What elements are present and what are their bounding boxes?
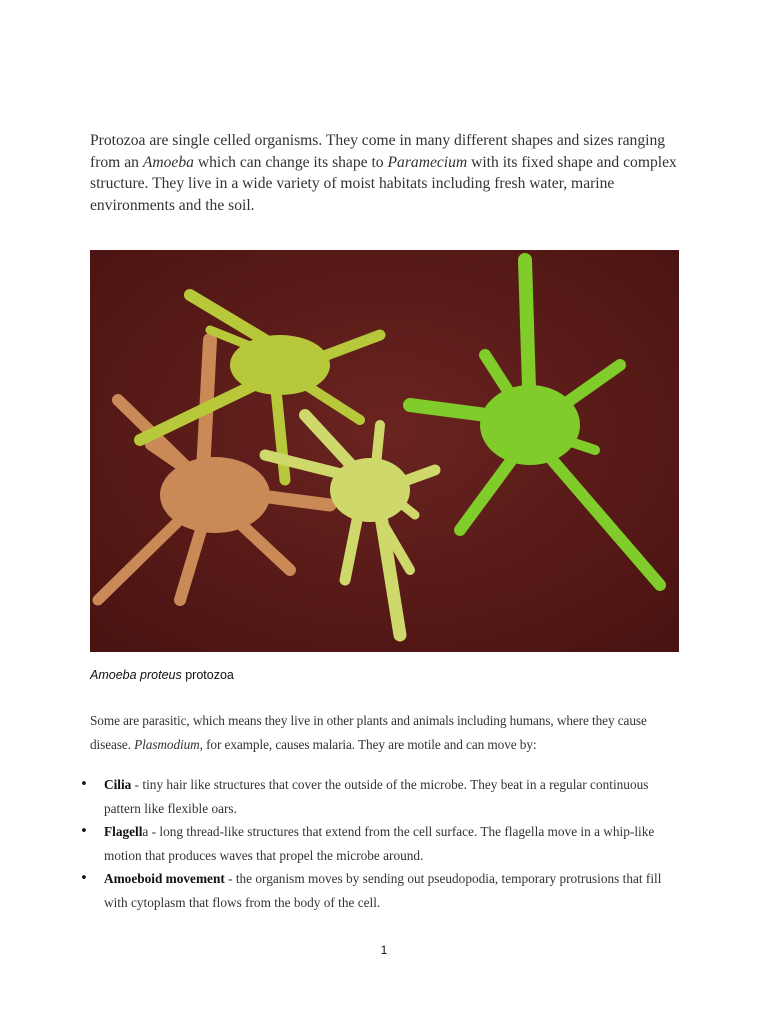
intro-paragraph xyxy=(90,130,680,216)
list-term: Cilia xyxy=(104,777,132,792)
list-term: Flagell xyxy=(104,824,143,839)
list-item-cilia xyxy=(80,773,680,820)
amoeba-photo xyxy=(90,250,679,652)
intro-amoeba-term: Amoeba xyxy=(142,153,194,171)
caption-text: protozoa xyxy=(181,668,234,682)
intro-paramecium-term: Paramecium xyxy=(387,153,468,171)
list-item-amoeboid xyxy=(80,867,680,914)
amoeba-illustration xyxy=(90,250,679,652)
list-term-rest: a xyxy=(142,824,149,839)
para2-plasmodium-term: Plasmodium, xyxy=(134,736,203,752)
para2-text-1: Some are parasitic, which means they live in other plants and animals including humans, where they cause disease. xyxy=(90,713,647,752)
para2-text-2: for example, causes malaria. They are motile and can move by: xyxy=(202,736,537,752)
movement-list xyxy=(80,773,680,914)
list-text: - long thread-like structures that extend from the cell surface. The flagella move in a whip-like motion that produces waves that propel the microbe around. xyxy=(104,824,655,863)
list-item-flagella xyxy=(80,820,680,867)
list-text: - tiny hair like structures that cover the outside of the microbe. They beat in a regular continuous pattern like flexible oars. xyxy=(104,777,649,816)
intro-text-1: Protozoa are single celled organisms. They come in many different shapes and sizes ranging from an xyxy=(90,132,666,171)
bullet-dot: • xyxy=(80,824,88,839)
bullet-dot: • xyxy=(80,871,88,886)
list-text: - the organism moves by sending out pseudopodia, temporary protrusions that fill with cytoplasm that flows from the body of the cell. xyxy=(104,871,662,910)
intro-text-3: with its fixed shape and complex structure. They live in a wide variety of moist habitats including fresh water, marine environments and the soil. xyxy=(90,153,677,214)
list-term: Amoeboid movement xyxy=(104,871,225,886)
bullet-dot: • xyxy=(80,777,88,792)
parasitic-paragraph xyxy=(90,709,690,756)
caption-species: Amoeba proteus xyxy=(90,668,182,682)
intro-text-2: which can change its shape to xyxy=(193,153,388,171)
page-number: 1 xyxy=(380,943,388,957)
figure-caption xyxy=(90,668,234,682)
